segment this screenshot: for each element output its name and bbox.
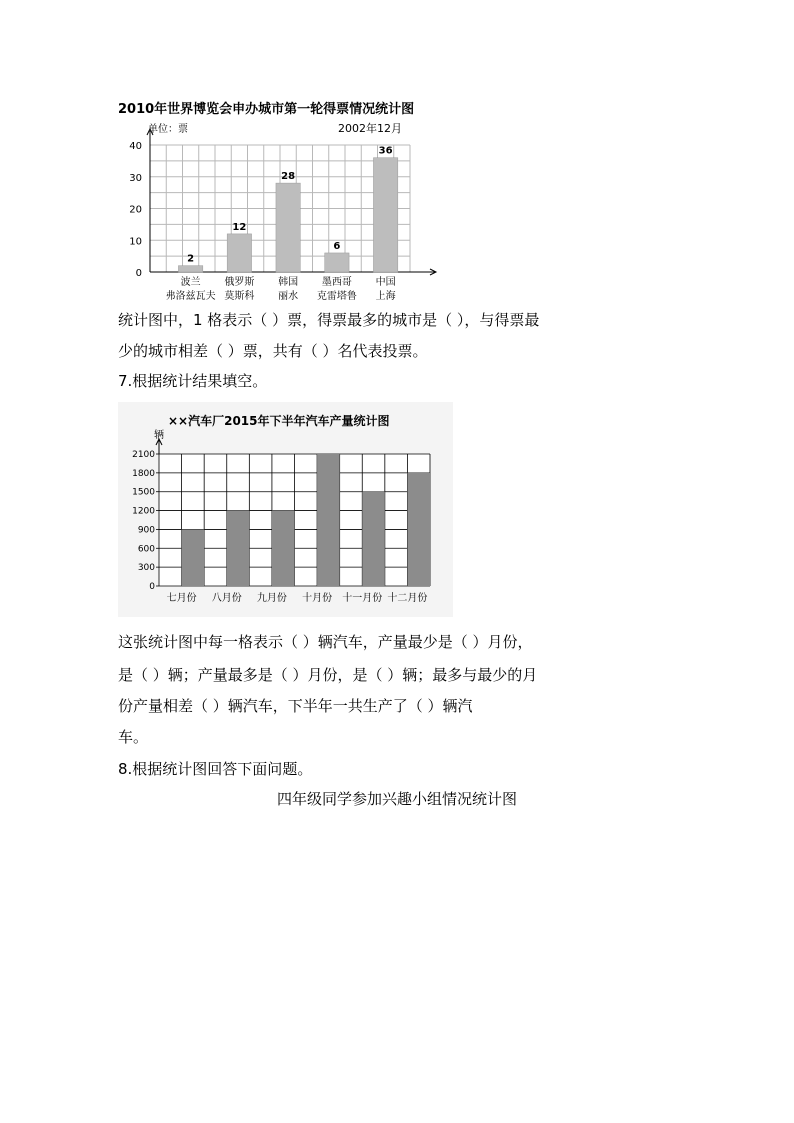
- q8-chart-title: 四年级同学参加兴趣小组情况统计图: [276, 790, 517, 808]
- q7-text-line1: 这张统计图中每一格表示（ ）辆汽车，产量最少是（ ）月份，: [118, 633, 533, 651]
- bar: [227, 511, 250, 586]
- x-category-label: 九月份: [256, 593, 287, 604]
- chart1-unit-label: 单位：票: [148, 124, 188, 135]
- y-tick-label: 600: [137, 544, 155, 555]
- bar: [182, 529, 205, 586]
- bar-data-label: 12: [232, 221, 247, 233]
- bar: [373, 158, 397, 272]
- x-category-label: 弗洛兹瓦夫: [165, 291, 216, 302]
- x-category-label: 十一月份: [342, 593, 383, 604]
- y-tick-label: 1500: [132, 487, 155, 498]
- x-category-label: 波兰: [180, 277, 201, 288]
- q6-text-line1: 统计图中，1 格表示（ ）票，得票最多的城市是（ ），与得票最: [118, 311, 540, 329]
- x-category-label: 韩国: [278, 277, 299, 288]
- y-tick-label: 10: [129, 236, 142, 248]
- q6-text-line2: 少的城市相差（ ）票，共有（ ）名代表投票。: [118, 342, 428, 360]
- bar: [227, 234, 251, 272]
- chart1-date-label: 2002年12月: [338, 122, 402, 135]
- bar: [178, 266, 202, 272]
- x-category-label: 十二月份: [387, 593, 428, 604]
- bar-data-label: 2: [187, 253, 195, 265]
- x-category-label: 克雷塔鲁: [316, 291, 357, 302]
- y-tick-label: 1800: [132, 468, 155, 479]
- y-tick-label: 1200: [132, 506, 155, 517]
- x-category-label: 莫斯科: [224, 291, 255, 302]
- q7-text-line2: 是（ ）辆；产量最多是（ ）月份，是（ ）辆；最多与最少的月: [118, 666, 538, 684]
- x-category-label: 十月份: [302, 593, 333, 604]
- y-tick-label: 900: [137, 525, 155, 536]
- chart1-labels: [129, 141, 395, 302]
- bar: [362, 492, 385, 586]
- x-category-label: 八月份: [211, 593, 242, 604]
- q7-heading: 7.根据统计结果填空。: [118, 372, 268, 390]
- bar: [276, 183, 300, 272]
- q7-text-line4: 车。: [118, 728, 149, 746]
- chart2: [118, 402, 453, 617]
- bar: [317, 454, 340, 586]
- chart1: [118, 115, 448, 310]
- bar: [407, 473, 430, 586]
- x-category-label: 中国: [375, 277, 396, 288]
- x-category-label: 俄罗斯: [224, 277, 255, 288]
- chart2-title: ××汽车厂2015年下半年汽车产量统计图: [168, 414, 390, 428]
- y-tick-label: 40: [129, 141, 142, 152]
- q7-text-line3: 份产量相差（ ）辆汽车，下半年一共生产了（ ）辆汽: [118, 697, 473, 715]
- q8-heading: 8.根据统计图回答下面问题。: [118, 760, 313, 778]
- bar-data-label: 6: [333, 240, 341, 252]
- x-category-label: 七月份: [166, 593, 197, 604]
- y-tick-label: 0: [149, 582, 155, 592]
- y-tick-label: 300: [137, 563, 155, 574]
- bar: [272, 511, 295, 586]
- y-tick-label: 30: [129, 172, 142, 184]
- x-category-label: 上海: [375, 291, 396, 302]
- x-category-label: 墨西哥: [321, 277, 352, 288]
- bar-data-label: 28: [281, 171, 296, 183]
- x-category-label: 丽水: [278, 291, 299, 302]
- chart1-title: 2010年世界博览会申办城市第一轮得票情况统计图: [118, 102, 415, 117]
- bar-data-label: 36: [378, 145, 393, 157]
- bar: [325, 253, 349, 272]
- y-tick-label: 0: [135, 268, 142, 279]
- chart2-unit-label: 辆: [154, 430, 164, 441]
- y-tick-label: 20: [129, 204, 142, 216]
- y-tick-label: 2100: [132, 450, 155, 460]
